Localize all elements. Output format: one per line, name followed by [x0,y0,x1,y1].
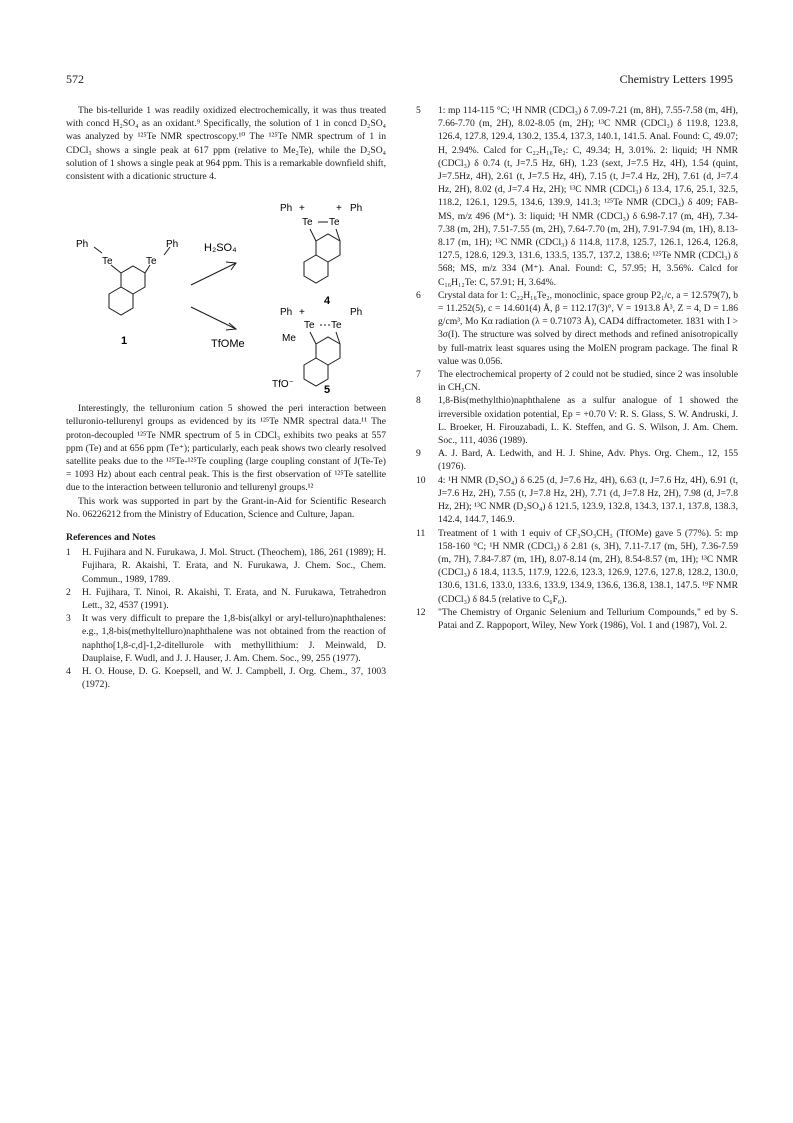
te-left-1: Te [102,256,113,268]
reference-item: 1 H. Fujihara and N. Furukawa, J. Mol. Struct. (Theochem), 186, 261 (1989); H. Fujihara, R. Akaishi, T. Erata, and N. Furukawa, J. Chem. Soc., Chem. Commun., 1989, 1789. [66,547,386,585]
left-column [66,104,386,691]
me-5: Me [282,333,296,345]
compound-label-1: 1 [121,335,128,348]
compound-label-4: 4 [324,295,331,308]
tfo-anion: TfO⁻ [272,379,294,391]
reagent-h2so4: H₂SO₄ [204,242,237,255]
plus-right-4: + [336,203,342,215]
scheme-drawing [66,189,386,394]
ph-left-4: Ph [280,203,293,215]
plus-left-4: + [299,203,305,215]
te-left-4: Te [302,217,313,229]
te-right-5: Te [331,320,342,332]
reference-item: 4 H. O. House, D. G. Koepsell, and W. J. Campbell, J. Org. Chem., 37, 1003 (1972). [66,666,386,691]
ph-right-1: Ph [166,239,179,251]
reference-item: 6 Crystal data for 1: C₂₂H₁₆Te₂, monoclinic, space group P2₁/c, a = 12.579(7), b = 11.252(5), c = 14.601(4) Å, β = 112.17(3)°, V = 1913.8 Å³, Z = 4, D = 1.86 g/cm³, Mo Kα radiation (λ = 0.71073 Å), CAD4 diffractometer. 1831 with I > 3σ(I). The structure was solved by direct methods and refined anisotropically by full-matrix least squares using the MolEN program package. The final R value was 0.056. [416,289,738,367]
journal-name: Chemistry Letters 1995 [619,72,733,86]
te-right-4: Te [329,217,340,229]
reference-item: 8 1,8-Bis(methylthio)naphthalene as a sulfur analogue of 1 showed the irreversible oxidation potential, Ep = +0.70 V: R. S. Glass, S. W. Andruski, J. L. Broeker, H. Firouzabadi, L. K. Steffen, and G. S. Wilson, J. Am. Chem. Soc., 111, 4036 (1989). [416,395,738,447]
acknowledgement: This work was supported in part by the Grant-in-Aid for Scientific Research No. 06226212 from the Ministry of Education, Science and Culture, Japan. [66,495,386,520]
body-paragraph-1: The bis-telluride 1 was readily oxidized electrochemically, it was thus treated with concd H₂SO₄ as an oxidant.⁹ Specifically, the solution of 1 in concd D₂SO₄ was analyzed by ¹²⁵Te NMR spectroscopy.¹⁰ The ¹²⁵Te NMR spectrum of 1 in CDCl₃ shows a single peak at 617 ppm (relative to Me₂Te), while the D₂SO₄ solution of 1 shows a single peak at 964 ppm. This is a remarkable downfield shift, consistent with a dicationic structure 4. [66,105,386,183]
reference-item: 10 4: ¹H NMR (D₂SO₄) δ 6.25 (d, J=7.6 Hz, 4H), 6.63 (t, J=7.6 Hz, 4H), 6.91 (t, J=7.6 Hz, 2H), 7.55 (t, J=7.8 Hz, 2H), 7.71 (d, J=7.8 Hz, 2H), 7.98 (d, J=7.8 Hz, 2H); ¹³C NMR (D₂SO₄) δ 121.5, 123.9, 132.8, 134.3, 137.1, 137.8, 138.3, 142.4, 144.7, 146.9. [416,474,738,526]
reference-item: 2 H. Fujihara, T. Ninoi, R. Akaishi, T. Erata, and N. Furukawa, Tetrahedron Lett., 32, 4537 (1991). [66,586,386,612]
reference-item: 7 The electrochemical property of 2 could not be studied, since 2 was insoluble in CH₃CN. [416,369,738,394]
right-column [416,104,738,632]
reference-item: 12 "The Chemistry of Organic Selenium and Tellurium Compounds," ed by S. Patai and Z. Rappoport, Wiley, New York (1986), Vol. 1 and (1987), Vol. 2. [416,606,738,631]
body-paragraph-2: Interestingly, the telluronium cation 5 showed the peri interaction between telluronio-tellurenyl groups as evidenced by its ¹²⁵Te NMR spectral data.¹¹ The proton-decoupled ¹²⁵Te NMR spectrum of 5 in CDCl₃ exhibits two peaks at 557 ppm (Te) and at 656 ppm (Te⁺); particularly, each peak shows two clearly resolved satellite peaks due to the ¹²⁵Te-¹²⁵Te coupling (large coupling constant of J(Te-Te) = 1093 Hz) about each central peak. This is the first observation of ¹²⁵Te satellite due to the interaction between telluronio and tellurenyl groups.¹² [66,403,386,494]
references-heading: References and Notes [66,532,156,544]
reference-item: 9 A. J. Bard, A. Ledwith, and H. J. Shine, Adv. Phys. Org. Chem., 12, 155 (1976). [416,448,738,473]
reagent-tfome: TfOMe [211,338,245,351]
references-list-left [66,546,386,691]
reference-item: 3 It was very difficult to prepare the 1,8-bis(alkyl or aryl-telluro)naphthalenes: e.g., 1,8-bis(methyltelluro)naphthalene was not obtained from the reaction of naphtho[1,8-c,d]-1,2-ditellurole with methyllithium: J. Meinwald, D. Dauplaise, F. Wudl, and J. J. Hauser, J. Am. Chem. Soc., 99, 255 (1977). [66,613,386,664]
ph-left-1: Ph [76,239,89,251]
reaction-scheme [66,189,386,394]
ph-right-5: Ph [350,307,363,319]
compound-label-5: 5 [324,384,331,395]
te-right-1: Te [146,256,157,268]
ph-left-5: Ph [280,307,293,319]
arrow-top [191,263,236,285]
plus-5: + [299,307,305,319]
reference-item: 11 Treatment of 1 with 1 equiv of CF₃SO₃CH₃ (TfOMe) gave 5 (77%). 5: mp 158-160 °C; ¹H NMR (CDCl₃) δ 2.81 (s, 3H), 7.11-7.17 (m, 5H), 7.36-7.59 (m, 7H), 7.84-7.87 (m, 1H), 8.07-8.14 (m, 2H), 8.54-8.57 (m, 1H); ¹³C NMR (CDCl₃) δ 18.4, 113.5, 117.9, 122.6, 123.3, 126.9, 127.6, 127.8, 128.2, 130.0, 130.6, 131.6, 133.0, 133.6, 133.9, 134.9, 136.6, 136.8, 138.1, 147.5. ¹⁹F NMR (CDCl₃) δ 84.5 (relative to C₆F₆). [416,527,738,605]
ph-right-4: Ph [350,203,363,215]
te-left-5: Te [304,320,315,332]
page-number: 572 [66,72,84,86]
reference-item: 5 1: mp 114-115 °C; ¹H NMR (CDCl₃) δ 7.09-7.21 (m, 8H), 7.55-7.58 (m, 4H), 7.66-7.70 (m, 2H), 8.02-8.05 (m, 2H); ¹³C NMR (CDCl₃) δ 119.8, 123.8, 126.4, 127.8, 129.4, 130.2, 135.4, 137.3, 140.1, 141.5. Anal. Found: C, 49.07; H, 2.94%. Calcd for C₂₂H₁₆Te₂: C, 49.34; H, 3.01%. 2: liquid; ¹H NMR (CDCl₃) δ 0.74 (t, J=7.5 Hz, 6H), 1.23 (sext, J=7.5 Hz, 4H), 1.54 (quint, J=7.5Hz, 4H), 2.61 (t, J=7.5 Hz, 4H), 7.15 (t, J=7.4 Hz, 2H), 7.61 (d, J=7.4 Hz, 2H), 8.02 (d, J=7.4 Hz, 2H); ¹³C NMR (CDCl₃) δ 13.4, 17.6, 25.1, 32.5, 118.2, 126.1, 129.5, 134.6, 139.9, 141.3; ¹²⁵Te NMR (CDCl₃) δ 409; FAB-MS, m/z 496 (M⁺). 3: liquid; ¹H NMR (CDCl₃) δ 6.98-7.17 (m, 4H), 7.34-7.38 (m, 2H), 7.51-7.55 (m, 2H), 7.64-7.70 (m, 2H), 7.91-7.94 (m, 1H), 8.13-8.17 (m, 1H); ¹³C NMR (CDCl₃) δ 114.8, 117.8, 125.7, 126.1, 126.4, 126.8, 127.5, 128.6, 129.3, 131.6, 133.5, 135.7, 137.2, 138.6; ¹²⁵Te NMR (CDCl₃) δ 568; MS, m/z 334 (M⁺). Anal. Found: C, 57.95; H, 3.56%. Calcd for C₁₆H₁₂Te: C, 57.91; H, 3.64%. [416,105,738,288]
arrow-bottom [191,307,236,329]
